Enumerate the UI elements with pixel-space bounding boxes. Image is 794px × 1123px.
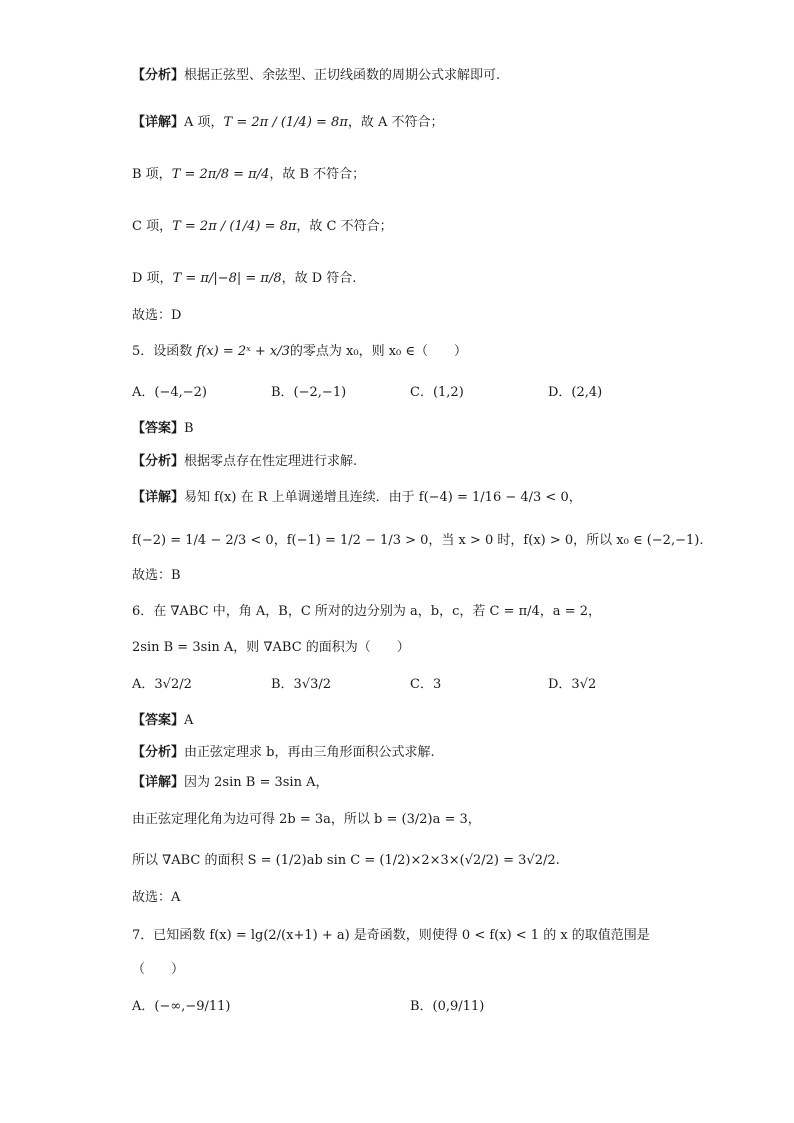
q6-stem-2: 2sin B = 3sin A，则 ∇ABC 的面积为（ ） bbox=[132, 640, 410, 655]
q6-fenxi bbox=[132, 743, 435, 763]
formula: T = 2π / (1/4) = 8π bbox=[223, 115, 348, 130]
item-prefix: B 项， bbox=[132, 167, 172, 182]
xiangjie-tag: 【详解】 bbox=[132, 775, 185, 790]
stem-prefix: 5．设函数 bbox=[132, 344, 197, 359]
q7-option-b: B．(0,9/11) bbox=[410, 999, 485, 1014]
item-suffix: ，故 D 符合. bbox=[281, 271, 357, 286]
q6-option-b: B．3√3/2 bbox=[271, 677, 332, 692]
q7-stem-1: 7．已知函数 f(x) = lg(2/(x+1) + a) 是奇函数，则使得 0 < f(x) < 1 的 x 的取值范围是 bbox=[132, 928, 650, 943]
q6-option-c: C．3 bbox=[410, 677, 442, 692]
fenxi-tag: 【分析】 bbox=[132, 454, 185, 469]
q6-answer: 故选：A bbox=[132, 890, 181, 905]
daan-text: B bbox=[184, 421, 194, 436]
daan-tag: 【答案】 bbox=[132, 421, 185, 436]
q6-option-d: D．3√2 bbox=[548, 677, 597, 692]
q6-xiangjie-1 bbox=[132, 773, 328, 793]
q5-daan bbox=[132, 419, 194, 439]
q4-c bbox=[132, 217, 393, 237]
stem-suffix: 的零点为 x₀，则 x₀ ∈（ ） bbox=[289, 344, 467, 359]
item-prefix: D 项， bbox=[132, 271, 173, 286]
xiangjie-tag: 【详解】 bbox=[132, 115, 185, 130]
item-prefix: C 项， bbox=[132, 219, 173, 234]
formula: T = 2π/8 = π/4 bbox=[171, 167, 270, 182]
item-suffix: ，故 C 不符合； bbox=[296, 219, 393, 234]
xiangjie-text: 易知 f(x) 在 R 上单调递增且连续．由于 f(−4) = 1/16 − 4/3 < 0， bbox=[184, 490, 582, 505]
q4-d bbox=[132, 269, 356, 289]
item-suffix: ，故 A 不符合； bbox=[347, 115, 444, 130]
daan-tag: 【答案】 bbox=[132, 713, 185, 728]
q6-stem-1: 6．在 ∇ABC 中，角 A，B，C 所对的边分别为 a，b，c，若 C = π/4，a = 2， bbox=[132, 604, 601, 619]
q7-stem-2: （ ） bbox=[132, 962, 185, 977]
fenxi-text: 根据正弦型、余弦型、正切线函数的周期公式求解即可. bbox=[184, 68, 501, 83]
q4-fenxi bbox=[132, 66, 500, 86]
q5-stem bbox=[132, 342, 467, 362]
q5-xiangjie-1 bbox=[132, 488, 582, 508]
formula: T = 2π / (1/4) = 8π bbox=[172, 219, 297, 234]
q4-answer: 故选：D bbox=[132, 308, 182, 323]
item-prefix: A 项， bbox=[184, 115, 224, 130]
q5-xiangjie-2: f(−2) = 1/4 − 2/3 < 0，f(−1) = 1/2 − 1/3 > 0，当 x > 0 时，f(x) > 0，所以 x₀ ∈ (−2,−1). bbox=[132, 533, 704, 548]
q5-option-d: D．(2,4) bbox=[548, 385, 603, 400]
formula: f(x) = 2ˣ + x/3 bbox=[196, 344, 290, 359]
q5-fenxi bbox=[132, 452, 357, 472]
fenxi-tag: 【分析】 bbox=[132, 68, 185, 83]
fenxi-text: 根据零点存在性定理进行求解. bbox=[184, 454, 358, 469]
q4-xiangjie-a bbox=[132, 113, 444, 133]
item-suffix: ，故 B 不符合； bbox=[269, 167, 366, 182]
q5-answer: 故选：B bbox=[132, 568, 181, 583]
fenxi-text: 由正弦定理求 b，再由三角形面积公式求解. bbox=[184, 745, 435, 760]
xiangjie-text: 因为 2sin B = 3sin A， bbox=[184, 775, 329, 790]
q4-b bbox=[132, 165, 365, 185]
q6-xiangjie-2: 由正弦定理化角为边可得 2b = 3a，所以 b = (3/2)a = 3， bbox=[132, 812, 481, 827]
formula: T = π/|−8| = π/8 bbox=[172, 271, 282, 286]
q6-daan bbox=[132, 711, 193, 731]
q7-option-a: A．(−∞,−9/11) bbox=[132, 999, 231, 1014]
q6-option-a: A．3√2/2 bbox=[132, 677, 192, 692]
fenxi-tag: 【分析】 bbox=[132, 745, 185, 760]
q5-option-c: C．(1,2) bbox=[410, 385, 464, 400]
daan-text: A bbox=[184, 713, 194, 728]
q5-option-b: B．(−2,−1) bbox=[271, 385, 347, 400]
q5-option-a: A．(−4,−2) bbox=[132, 385, 207, 400]
xiangjie-tag: 【详解】 bbox=[132, 490, 185, 505]
q6-xiangjie-3: 所以 ∇ABC 的面积 S = (1/2)ab sin C = (1/2)×2×3×(√2/2) = 3√2/2. bbox=[132, 853, 560, 868]
